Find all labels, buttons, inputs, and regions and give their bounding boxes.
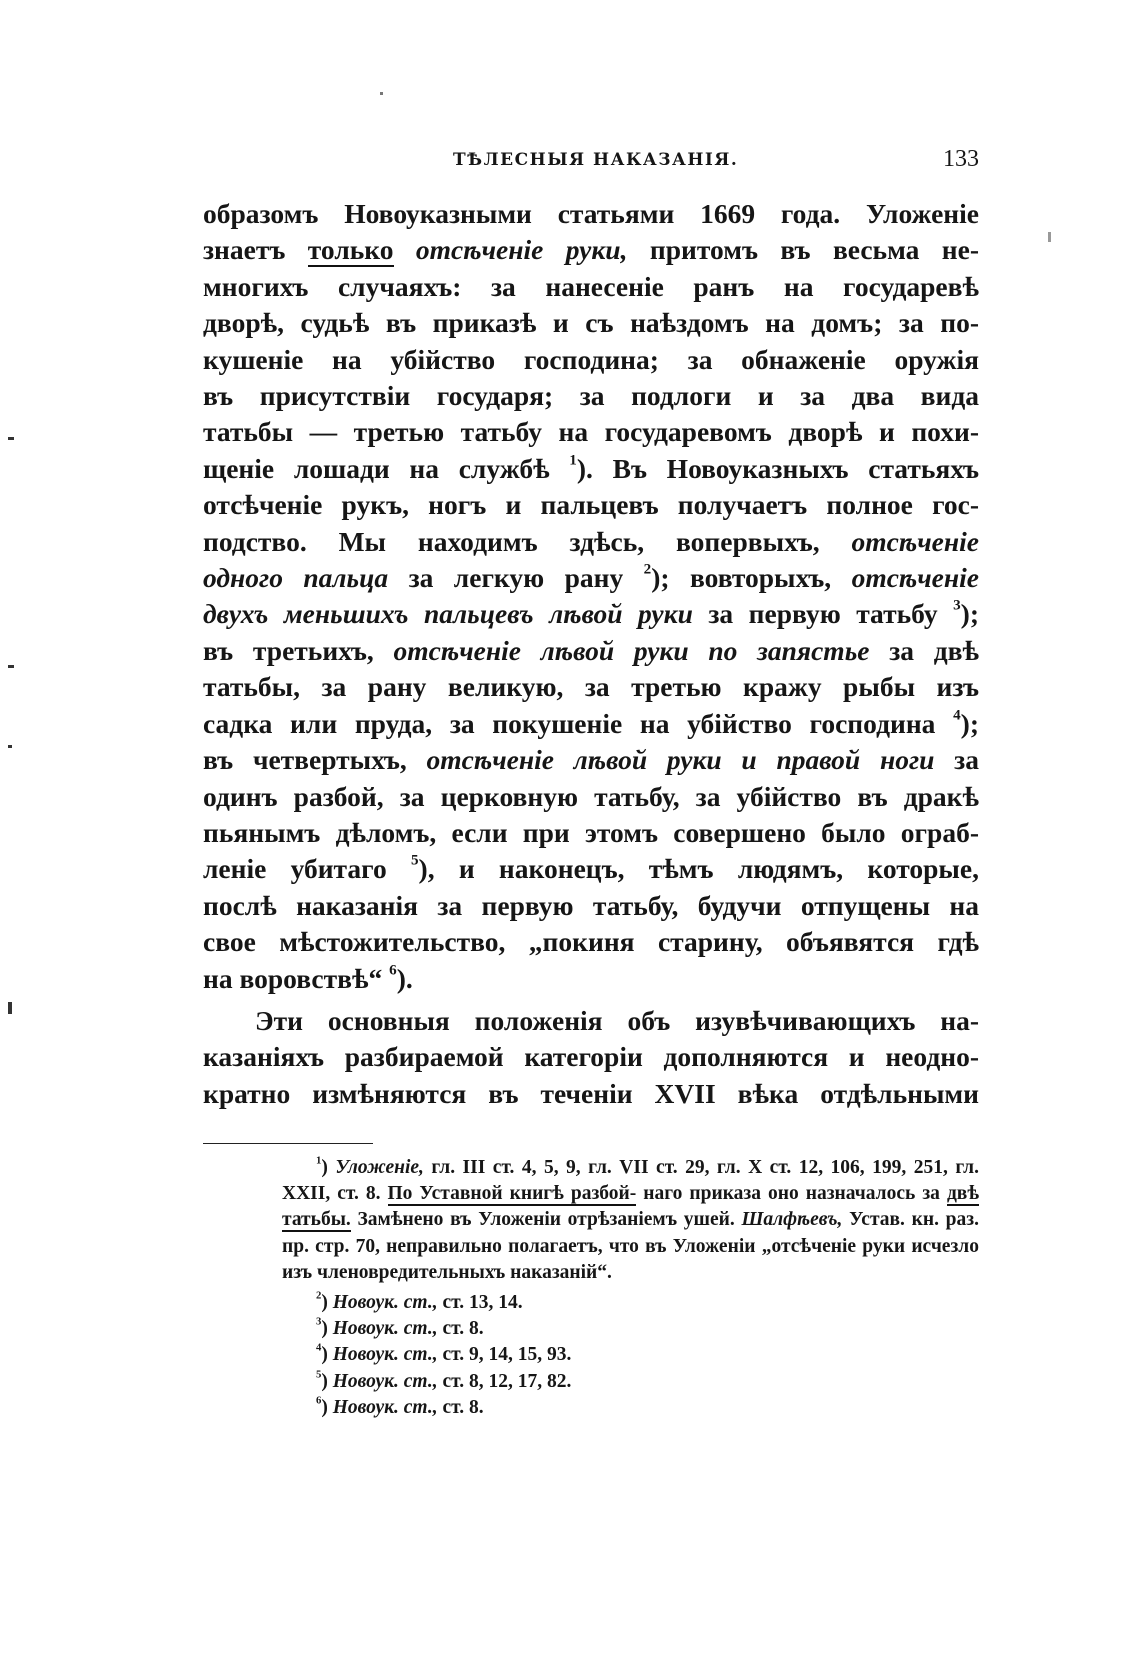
footnote-ref: 2 bbox=[643, 561, 652, 578]
footnote-number: 5 bbox=[316, 1367, 322, 1380]
text-line bbox=[203, 779, 979, 815]
text-run: Эти основныя положенія объ изувѣчивающихъ на- bbox=[255, 1004, 979, 1036]
text-line bbox=[203, 742, 979, 778]
text-run: за двѣ bbox=[869, 634, 979, 666]
margin-mark bbox=[8, 745, 12, 748]
margin-mark bbox=[8, 437, 14, 440]
text-run: ст. 13, 14. bbox=[437, 1292, 523, 1314]
text-run: образомъ Новоуказными статьями 1669 года. Уложеніе bbox=[203, 198, 979, 229]
footnotes bbox=[282, 1155, 979, 1421]
footnote-number: 1 bbox=[316, 1154, 322, 1167]
italic-run: двухъ меньшихъ пальцевъ лѣвой руки bbox=[203, 598, 693, 630]
italic-run: отсѣченіе руки, bbox=[415, 234, 628, 266]
text-run: щеніе лошади на службѣ bbox=[203, 452, 570, 484]
text-run: Устав. кн. раз. пр. стр. 70, неправильно полагаетъ, что въ Уложеніи „отсѣченіе руки исчезло изъ членовредительныхъ наказаній“. bbox=[282, 1209, 979, 1283]
footnote-6: $^6$) Новоук. ст., ст. 8. bbox=[316, 1394, 484, 1418]
footnote-1: $^1$) Уложеніе, гл. III ст. 4, 5, 9, гл. VII ст. 29, гл. X ст. 12, 106, 199, 251, гл. XXII, ст. 8. По Уставной книгѣ разбой- наго приказа оно назначалось за двѣ татьбы. Замѣнено въ Уложеніи отрѣзаніемъ ушей. Шалфѣевъ, Устав. кн. раз. пр. стр. 70, неправильно полагаетъ, что въ Уложеніи „отсѣченіе руки исчезло изъ членовредительныхъ наказаній“. bbox=[282, 1154, 980, 1283]
text-line bbox=[203, 560, 979, 596]
text-run: ст. 9, 14, 15, 93. bbox=[437, 1344, 572, 1366]
text-run: ); вовторыхъ, bbox=[651, 562, 852, 594]
text-run: въ третьихъ, bbox=[203, 634, 394, 666]
italic-run: Уложеніе, bbox=[335, 1157, 424, 1178]
footnote-ref: 5 bbox=[410, 852, 419, 869]
text-run: казаніяхъ разбираемой категоріи дополняются и неодно- bbox=[203, 1041, 979, 1073]
footnote-ref: 6 bbox=[389, 961, 397, 978]
text-run: отсѣченіе рукъ, ногъ и пальцевъ получаетъ полное гос- bbox=[203, 489, 979, 521]
text-run: послѣ наказанія за первую татьбу, будучи отпущены на bbox=[203, 889, 979, 921]
footnote-number: 2 bbox=[316, 1289, 322, 1302]
text-line bbox=[203, 706, 979, 742]
text-run: гл. III ст. 4, 5, 9, гл. VII ст. 29, гл. X ст. 12, 106, 199, 251, гл. XXII, ст. 8. bbox=[282, 1157, 979, 1205]
text-run: наго приказа оно назначалось за bbox=[643, 1183, 947, 1205]
text-run: за первую татьбу bbox=[692, 598, 954, 630]
text-line bbox=[203, 1039, 979, 1075]
underlined-word: только bbox=[307, 234, 394, 266]
margin-mark bbox=[1048, 232, 1051, 242]
margin-mark bbox=[8, 665, 14, 668]
text-run: ); bbox=[960, 598, 979, 630]
page-header bbox=[203, 146, 979, 176]
text-run: ). Въ Новоуказныхъ статьяхъ bbox=[576, 452, 979, 484]
text-line bbox=[203, 1076, 979, 1112]
text-run: ). bbox=[396, 962, 413, 994]
underlined-phrase: По Уставной книгѣ разбой- bbox=[387, 1183, 637, 1205]
text-run: ); bbox=[960, 707, 979, 739]
underlined-phrase: двѣ татьбы. bbox=[282, 1183, 980, 1231]
margin-mark bbox=[8, 1002, 12, 1014]
italic-run: Новоук. ст., bbox=[332, 1344, 438, 1366]
footnote-divider bbox=[203, 1143, 373, 1144]
text-run: въ четвертыхъ, bbox=[203, 744, 427, 776]
text-run bbox=[394, 234, 416, 265]
footnote-4: $^4$) Новоук. ст., ст. 9, 14, 15, 93. bbox=[316, 1341, 572, 1366]
text-line bbox=[203, 888, 979, 924]
text-line bbox=[203, 269, 979, 305]
text-line bbox=[203, 633, 979, 669]
italic-run: отсѣченіе лѣвой руки по запястье bbox=[393, 634, 870, 666]
italic-run: одного пальца bbox=[203, 562, 389, 594]
text-line bbox=[203, 414, 979, 450]
italic-run: Новоук. ст., bbox=[332, 1292, 438, 1314]
text-run: притомъ въ весьма не- bbox=[627, 234, 979, 266]
text-line bbox=[203, 342, 979, 378]
italic-run: Новоук. ст., bbox=[332, 1396, 438, 1418]
text-run: подство. Мы находимъ здѣсь, вопервыхъ, bbox=[203, 525, 852, 557]
paragraph-1 bbox=[203, 196, 979, 997]
text-line bbox=[203, 1003, 979, 1039]
text-run: ст. 8, 12, 17, 82. bbox=[437, 1370, 572, 1392]
italic-run: Новоук. ст., bbox=[332, 1318, 438, 1340]
text-run: свое мѣстожительство, „покиня старину, объявятся гдѣ bbox=[203, 926, 979, 958]
text-run: ст. 8. bbox=[437, 1396, 484, 1418]
paragraph-2 bbox=[203, 1003, 979, 1112]
footnote-number: 3 bbox=[316, 1315, 322, 1328]
footnote-number: 4 bbox=[316, 1341, 322, 1354]
footnote-ref: 4 bbox=[953, 707, 961, 724]
text-line bbox=[203, 961, 979, 997]
italic-run: отсѣченіе bbox=[851, 525, 979, 557]
text-run: за bbox=[934, 744, 979, 776]
text-run: татьбы — третью татьбу на государевомъ дворѣ и похи- bbox=[203, 416, 979, 448]
text-run: садка или пруда, за покушеніе на убійство господина bbox=[203, 707, 954, 739]
italic-run: Новоук. ст., bbox=[332, 1370, 438, 1392]
text-line bbox=[203, 305, 979, 341]
footnote-number: 6 bbox=[316, 1394, 322, 1407]
text-line bbox=[203, 815, 979, 851]
text-run: многихъ случаяхъ: за нанесеніе ранъ на государевѣ bbox=[203, 270, 979, 302]
text-run: дворѣ, судьѣ въ приказѣ и съ наѣздомъ на домъ; за по- bbox=[203, 307, 979, 339]
text-line bbox=[203, 196, 979, 232]
text-run: леніе убитаго bbox=[203, 853, 411, 885]
text-run: за легкую рану bbox=[388, 562, 644, 594]
page-number: 133 bbox=[943, 146, 979, 172]
margin-mark bbox=[380, 92, 383, 95]
text-line bbox=[203, 851, 979, 887]
text-run: въ присутствіи государя; за подлоги и за два вида bbox=[203, 380, 979, 412]
text-line bbox=[203, 378, 979, 414]
text-line bbox=[203, 487, 979, 523]
italic-run: Шалфѣевъ, bbox=[741, 1209, 843, 1231]
text-line bbox=[203, 924, 979, 960]
footnote-3: $^3$) Новоук. ст., ст. 8. bbox=[316, 1315, 484, 1340]
text-line bbox=[203, 596, 979, 632]
text-run: одинъ разбой, за церковную татьбу, за убійство въ дракѣ bbox=[203, 780, 979, 812]
text-run: Замѣнено въ Уложеніи отрѣзаніемъ ушей. bbox=[350, 1209, 742, 1231]
text-line bbox=[203, 451, 979, 487]
main-text bbox=[203, 196, 979, 1112]
text-run: татьбы, за рану великую, за третью кражу рыбы изъ bbox=[203, 671, 979, 703]
italic-run: отсѣченіе bbox=[851, 562, 980, 594]
footnote-ref: 1 bbox=[569, 452, 577, 469]
text-run: кратно измѣняются въ теченіи XVII вѣка отдѣльными bbox=[203, 1077, 979, 1109]
footnote-ref: 3 bbox=[953, 597, 961, 614]
text-line bbox=[203, 669, 979, 705]
footnote-2: $^2$) Новоук. ст., ст. 13, 14. bbox=[316, 1289, 523, 1314]
text-run: кушеніе на убійство господина; за обнаженіе оружія bbox=[203, 343, 979, 375]
text-run: ст. 8. bbox=[437, 1318, 484, 1340]
text-run: знаетъ bbox=[203, 234, 308, 266]
footnote-5: $^5$) Новоук. ст., ст. 8, 12, 17, 82. bbox=[316, 1367, 572, 1392]
italic-run: отсѣченіе лѣвой руки и правой ноги bbox=[426, 744, 935, 776]
text-run: пьянымъ дѣломъ, если при этомъ совершено было ограб- bbox=[203, 816, 979, 848]
text-run: ), и наконецъ, тѣмъ людямъ, которые, bbox=[418, 853, 979, 885]
running-title: ТѢЛЕСНЫЯ НАКАЗАНІЯ. bbox=[453, 150, 739, 170]
text-line bbox=[203, 232, 979, 268]
text-line bbox=[203, 524, 979, 560]
text-run: на воровствѣ“ bbox=[203, 962, 390, 994]
